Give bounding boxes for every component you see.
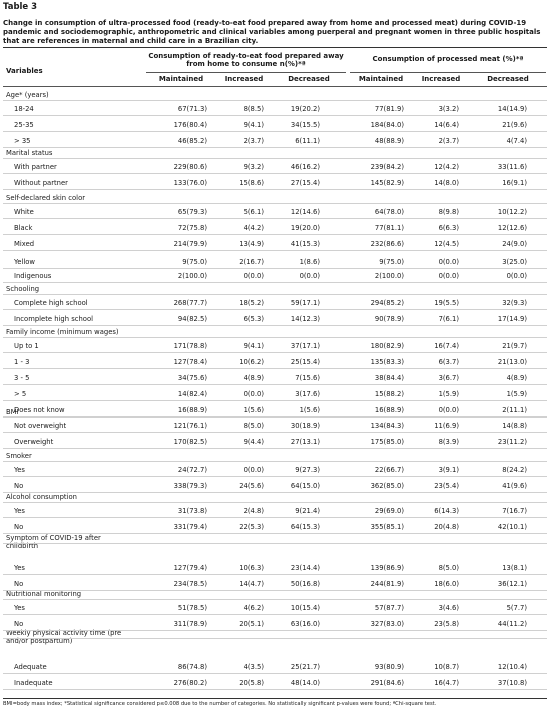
table-cell: 31(73.8): [177, 507, 207, 515]
row-separator: [3, 100, 547, 101]
table-cell: 37(17.1): [290, 342, 320, 350]
table-cell: 9(4.1): [243, 342, 264, 350]
table-cell: 291(84.6): [370, 679, 404, 687]
row-separator: [3, 309, 547, 310]
row-separator: [3, 543, 547, 544]
table-cell: 27(15.4): [290, 179, 320, 187]
table-cell: 362(85.0): [370, 482, 404, 490]
table-cell: 25(21.7): [290, 663, 320, 671]
table-cell: 12(10.4): [497, 663, 527, 671]
table-cell: 4(8.9): [506, 374, 527, 382]
table-cell: 41(15.3): [290, 240, 320, 248]
table-cell: 16(9.1): [502, 179, 527, 187]
row-label: Yellow: [14, 258, 35, 266]
row-separator: [3, 294, 547, 295]
table-cell: 6(14.3): [434, 507, 459, 515]
table-cell: 127(78.4): [173, 358, 207, 366]
table-cell: 9(75.0): [379, 258, 404, 266]
table-cell: 8(5.0): [438, 564, 459, 572]
table-cell: 10(6.2): [239, 358, 264, 366]
table-cell: 2(3.7): [438, 137, 459, 145]
table-cell: 20(4.8): [434, 523, 459, 531]
table-cell: 21(9.6): [502, 121, 527, 129]
table-cell: 3(4.6): [438, 604, 459, 612]
table-cell: 6(11.1): [295, 137, 320, 145]
row-separator: [3, 189, 547, 190]
table-cell: 19(20.2): [290, 105, 320, 113]
section-title: Alcohol consumption: [6, 493, 77, 501]
section-title: BMI: [6, 408, 19, 416]
subheader-increased-1: Increased: [224, 75, 264, 83]
table-cell: 30(18.9): [290, 422, 320, 430]
table-cell: 93(80.9): [374, 663, 404, 671]
table-cell: 22(5.3): [239, 523, 264, 531]
table-cell: 2(11.1): [502, 406, 527, 414]
table-cell: 15(88.2): [374, 390, 404, 398]
section-title: Marital status: [6, 149, 53, 157]
subheader-decreased-1: Decreased: [288, 75, 330, 83]
table-cell: 48(14.0): [290, 679, 320, 687]
table-cell: 86(74.8): [177, 663, 207, 671]
table-cell: 17(14.9): [497, 315, 527, 323]
table-cell: 355(85.1): [370, 523, 404, 531]
table-cell: 0(0.0): [299, 272, 320, 280]
table-footnote: BMI=body mass index; *Statistical significance considered p≤0.008 due to the number of categories. No statistically significant p-values were found; ªChi-square test.: [3, 701, 437, 707]
table-cell: 8(3.9): [438, 438, 459, 446]
row-label: No: [14, 620, 24, 628]
table-cell: 94(82.5): [177, 315, 207, 323]
table-cell: 14(12.3): [290, 315, 320, 323]
section-title: Age* (years): [6, 91, 49, 99]
table-label: Table 3: [3, 2, 38, 12]
table-cell: 14(82.4): [177, 390, 207, 398]
table-cell: 24(72.7): [177, 466, 207, 474]
row-label: White: [14, 208, 34, 216]
row-separator: [3, 630, 547, 631]
table-cell: 3(6.7): [438, 374, 459, 382]
table-cell: 7(15.6): [295, 374, 320, 382]
table-cell: 7(16.7): [502, 507, 527, 515]
row-separator: [3, 417, 547, 418]
table-cell: 268(77.7): [173, 299, 207, 307]
table-cell: 48(88.9): [374, 137, 404, 145]
table-cell: 1(5.6): [299, 406, 320, 414]
table-cell: 4(4.2): [243, 224, 264, 232]
row-label: Indigenous: [14, 272, 52, 280]
table-cell: 244(81.9): [370, 580, 404, 588]
table-cell: 3(3.2): [438, 105, 459, 113]
row-separator: [3, 147, 547, 148]
table-cell: 127(79.4): [173, 564, 207, 572]
table-cell: 59(17.1): [290, 299, 320, 307]
table-cell: 16(4.7): [434, 679, 459, 687]
table-cell: 9(4.1): [243, 121, 264, 129]
table-cell: 311(78.9): [173, 620, 207, 628]
row-label: Yes: [14, 564, 25, 572]
subheader-maintained-2: Maintained: [358, 75, 404, 83]
table-cell: 24(9.0): [502, 240, 527, 248]
table-cell: 171(78.8): [173, 342, 207, 350]
table-cell: 229(80.6): [173, 163, 207, 171]
row-label: Yes: [14, 466, 25, 474]
table-cell: 57(87.7): [374, 604, 404, 612]
table-cell: 3(25.0): [502, 258, 527, 266]
row-label: Complete high school: [14, 299, 88, 307]
row-separator: [3, 131, 547, 132]
table-cell: 145(82.9): [370, 179, 404, 187]
table-cell: 2(3.7): [243, 137, 264, 145]
table-cell: 327(83.0): [370, 620, 404, 628]
row-label: No: [14, 482, 24, 490]
row-separator: [3, 461, 547, 462]
row-label: 1 - 3: [14, 358, 30, 366]
table-cell: 4(6.2): [243, 604, 264, 612]
row-label: Inadequate: [14, 679, 53, 687]
table-cell: 0(0.0): [243, 390, 264, 398]
table-cell: 38(84.4): [374, 374, 404, 382]
table-cell: 41(9.6): [502, 482, 527, 490]
table-cell: 0(0.0): [243, 466, 264, 474]
table-cell: 338(79.3): [173, 482, 207, 490]
table-cell: 14(6.4): [434, 121, 459, 129]
table-cell: 25(15.4): [290, 358, 320, 366]
row-label: No: [14, 580, 24, 588]
row-separator: [3, 599, 547, 600]
table-cell: 133(76.0): [173, 179, 207, 187]
table-cell: 3(17.6): [295, 390, 320, 398]
table-cell: 34(75.6): [177, 374, 207, 382]
table-cell: 23(5.8): [434, 620, 459, 628]
table-cell: 51(78.5): [177, 604, 207, 612]
table-cell: 13(8.1): [502, 564, 527, 572]
table-cell: 12(12.6): [497, 224, 527, 232]
table-cell: 1(8.6): [299, 258, 320, 266]
row-separator: [3, 268, 547, 269]
table-cell: 5(6.1): [243, 208, 264, 216]
row-separator: [3, 533, 547, 534]
header-variables: Variables: [6, 67, 43, 75]
row-label: With partner: [14, 163, 57, 171]
row-label: Mixed: [14, 240, 35, 248]
row-label: Up to 1: [14, 342, 39, 350]
table-cell: 9(75.0): [182, 258, 207, 266]
row-separator: [3, 115, 547, 116]
table-cell: 0(0.0): [438, 258, 459, 266]
row-separator: [3, 673, 547, 674]
row-separator: [3, 352, 547, 353]
subheader-maintained-1: Maintained: [158, 75, 204, 83]
table-cell: 2(16.7): [239, 258, 264, 266]
subheader-increased-2: Increased: [421, 75, 461, 83]
table-cell: 11(6.9): [434, 422, 459, 430]
table-cell: 33(11.6): [497, 163, 527, 171]
row-separator: [3, 234, 547, 235]
table-cell: 19(5.5): [434, 299, 459, 307]
table-cell: 18(6.0): [434, 580, 459, 588]
table-cell: 64(15.3): [290, 523, 320, 531]
table-cell: 63(16.0): [290, 620, 320, 628]
row-separator: [3, 203, 547, 204]
table-cell: 239(84.2): [370, 163, 404, 171]
table-cell: 20(5.8): [239, 679, 264, 687]
row-separator: [3, 384, 547, 385]
table-cell: 27(13.1): [290, 438, 320, 446]
table-cell: 34(15.5): [290, 121, 320, 129]
table-cell: 23(5.4): [434, 482, 459, 490]
section-title: Schooling: [6, 285, 40, 293]
table-cell: 331(79.4): [173, 523, 207, 531]
table-cell: 2(100.0): [374, 272, 404, 280]
row-label: 3 - 5: [14, 374, 30, 382]
table-cell: 121(76.1): [173, 422, 207, 430]
table-cell: 36(12.1): [497, 580, 527, 588]
table-cell: 176(80.4): [173, 121, 207, 129]
row-label: Black: [14, 224, 33, 232]
table-cell: 16(7.4): [434, 342, 459, 350]
table-caption: Change in consumption of ultra-processed food (ready-to-eat food prepared away from home and processed meat) during COVID-19 pandemic and sociodemographic, anthropometric and clinical variables among puerperal and pregnant women in three public hospitals that are references in maternal and child care in a Brazilian city.: [3, 19, 541, 45]
row-separator: [3, 400, 547, 401]
table-cell: 1(5.9): [506, 390, 527, 398]
row-label: Yes: [14, 507, 25, 515]
table-cell: 64(78.0): [374, 208, 404, 216]
table-cell: 0(0.0): [438, 406, 459, 414]
table-cell: 10(8.7): [434, 663, 459, 671]
table-cell: 6(6.3): [438, 224, 459, 232]
bottom-rule: [3, 698, 547, 699]
table-cell: 184(84.0): [370, 121, 404, 129]
table-cell: 16(88.9): [177, 406, 207, 414]
table-cell: 9(3.2): [243, 163, 264, 171]
table-cell: 12(4.2): [434, 163, 459, 171]
row-label: 18-24: [14, 105, 34, 113]
table-cell: 22(66.7): [374, 466, 404, 474]
section-title: Nutritional monitoring: [6, 590, 82, 598]
row-separator: [3, 517, 547, 518]
table-cell: 24(5.6): [239, 482, 264, 490]
row-separator: [3, 325, 547, 326]
header-bottom-rule: [3, 86, 547, 87]
table-cell: 21(13.0): [497, 358, 527, 366]
row-separator: [3, 337, 547, 338]
row-separator: [3, 590, 547, 591]
table-cell: 23(14.4): [290, 564, 320, 572]
table-cell: 15(8.6): [239, 179, 264, 187]
table-cell: 12(4.5): [434, 240, 459, 248]
table-cell: 4(3.5): [243, 663, 264, 671]
table-cell: 9(21.4): [295, 507, 320, 515]
table-cell: 9(4.4): [243, 438, 264, 446]
table-cell: 2(100.0): [177, 272, 207, 280]
row-label: Overweight: [14, 438, 54, 446]
table-cell: 46(85.2): [177, 137, 207, 145]
row-separator: [3, 173, 547, 174]
group1-underline: [146, 72, 346, 73]
table-cell: 1(5.6): [243, 406, 264, 414]
table-cell: 8(24.2): [502, 466, 527, 474]
table-cell: 180(82.9): [370, 342, 404, 350]
table-cell: 21(9.7): [502, 342, 527, 350]
table-cell: 18(5.2): [239, 299, 264, 307]
table-cell: 10(12.2): [497, 208, 527, 216]
table-cell: 7(6.1): [438, 315, 459, 323]
table-cell: 10(6.3): [239, 564, 264, 572]
table-cell: 4(8.9): [243, 374, 264, 382]
table-cell: 50(16.8): [290, 580, 320, 588]
table-cell: 37(10.8): [497, 679, 527, 687]
table-cell: 14(4.7): [239, 580, 264, 588]
section-title: Weekly physical activity time (pre and/or postpartum): [6, 629, 122, 645]
row-label: No: [14, 523, 24, 531]
row-separator: [3, 689, 547, 690]
table-cell: 135(83.3): [370, 358, 404, 366]
table-cell: 6(3.7): [438, 358, 459, 366]
table-cell: 8(9.8): [438, 208, 459, 216]
table-cell: 175(85.0): [370, 438, 404, 446]
row-label: > 35: [14, 137, 31, 145]
section-title: Smoker: [6, 452, 32, 460]
row-separator: [3, 448, 547, 449]
table-cell: 0(0.0): [243, 272, 264, 280]
table-cell: 10(15.4): [290, 604, 320, 612]
table-cell: 90(78.9): [374, 315, 404, 323]
table-cell: 12(14.6): [290, 208, 320, 216]
table-cell: 4(7.4): [506, 137, 527, 145]
section-title: Family income (minimum wages): [6, 328, 119, 336]
table-cell: 32(9.3): [502, 299, 527, 307]
table-cell: 14(8.0): [434, 179, 459, 187]
table-cell: 276(80.2): [173, 679, 207, 687]
table-cell: 46(16.2): [290, 163, 320, 171]
table-cell: 170(82.5): [173, 438, 207, 446]
top-rule: [3, 47, 547, 48]
table-cell: 16(88.9): [374, 406, 404, 414]
row-label: Incomplete high school: [14, 315, 93, 323]
table-cell: 20(5.1): [239, 620, 264, 628]
table-cell: 234(78.5): [173, 580, 207, 588]
table-cell: 139(86.9): [370, 564, 404, 572]
row-label: Not overweight: [14, 422, 67, 430]
table-cell: 29(69.0): [374, 507, 404, 515]
table-cell: 8(8.5): [243, 105, 264, 113]
table-cell: 134(84.3): [370, 422, 404, 430]
row-separator: [3, 614, 547, 615]
table-cell: 65(79.3): [177, 208, 207, 216]
row-separator: [3, 250, 547, 251]
row-separator: [3, 432, 547, 433]
row-label: > 5: [14, 390, 27, 398]
row-separator: [3, 574, 547, 575]
table-cell: 0(0.0): [438, 272, 459, 280]
group2-underline: [350, 72, 546, 73]
row-separator: [3, 282, 547, 283]
row-separator: [3, 502, 547, 503]
table-cell: 14(14.9): [497, 105, 527, 113]
table-cell: 14(8.8): [502, 422, 527, 430]
header-group-processed-meat: Consumption of processed meat (%)*ª: [372, 55, 524, 63]
table-cell: 19(20.0): [290, 224, 320, 232]
row-label: 25-35: [14, 121, 34, 129]
row-label: Yes: [14, 604, 25, 612]
row-separator: [3, 492, 547, 493]
section-title: Symptom of COVID-19 after childbirth: [6, 534, 101, 550]
table-cell: 8(5.0): [243, 422, 264, 430]
table-cell: 0(0.0): [506, 272, 527, 280]
table-cell: 5(7.7): [506, 604, 527, 612]
table-cell: 1(5.9): [438, 390, 459, 398]
table-cell: 67(71.3): [177, 105, 207, 113]
table-cell: 77(81.1): [374, 224, 404, 232]
row-label: Without partner: [14, 179, 68, 187]
table-cell: 72(75.8): [177, 224, 207, 232]
subheader-decreased-2: Decreased: [487, 75, 529, 83]
table-cell: 294(85.2): [370, 299, 404, 307]
table-cell: 77(81.9): [374, 105, 404, 113]
table-cell: 6(5.3): [243, 315, 264, 323]
table-cell: 9(27.3): [295, 466, 320, 474]
table-cell: 3(9.1): [438, 466, 459, 474]
table-cell: 214(79.9): [173, 240, 207, 248]
row-separator: [3, 476, 547, 477]
row-separator: [3, 368, 547, 369]
row-separator: [3, 158, 547, 159]
table-cell: 64(15.0): [290, 482, 320, 490]
table-cell: 13(4.9): [239, 240, 264, 248]
section-title: Self-declared skin color: [6, 194, 86, 202]
table-cell: 23(11.2): [497, 438, 527, 446]
row-label: Does not know: [14, 406, 65, 414]
row-label: Adequate: [14, 663, 47, 671]
table-cell: 44(11.2): [497, 620, 527, 628]
row-separator: [3, 416, 547, 417]
row-separator: [3, 218, 547, 219]
row-separator: [3, 638, 547, 639]
header-group-ready-to-eat: Consumption of ready-to-eat food prepared away from home to consume n(%)*ª: [148, 52, 344, 68]
table-cell: 2(4.8): [243, 507, 264, 515]
table-cell: 42(10.1): [497, 523, 527, 531]
table-cell: 232(86.6): [370, 240, 404, 248]
